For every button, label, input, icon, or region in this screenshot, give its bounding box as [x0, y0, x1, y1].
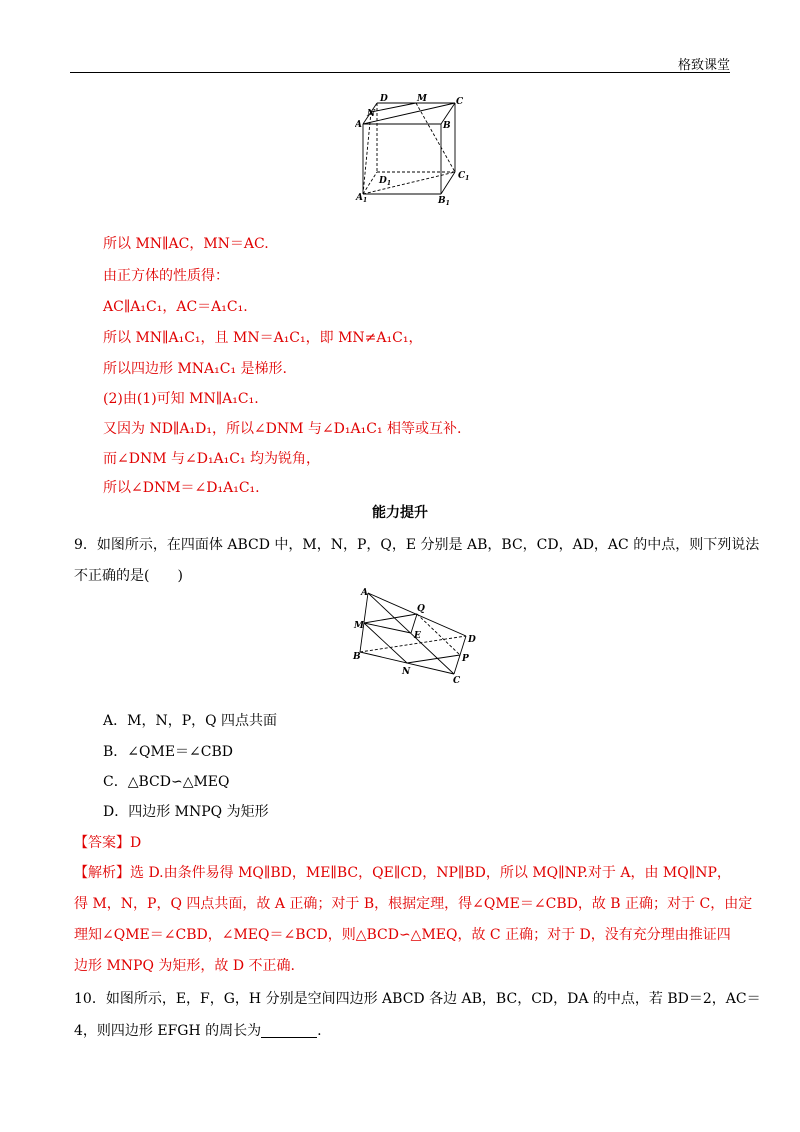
cube-figure: [355, 92, 475, 208]
section-title: 能力提升: [372, 505, 428, 521]
analysis-line: 理知∠QME＝∠CBD，∠MEQ＝∠BCD，则△BCD∽△MEQ，故 C 正确；对于 D，没有充分理由推证四: [74, 927, 731, 943]
solution-line: 所以四边形 MNA₁C₁ 是梯形.: [103, 361, 287, 377]
solution-line: 所以∠DNM＝∠D₁A₁C₁.: [103, 480, 260, 496]
option-d: D．四边形 MNPQ 为矩形: [103, 804, 269, 820]
tetrahedron-figure: [350, 586, 480, 686]
header-brand: 格致课堂: [677, 58, 730, 73]
cube-label-a: A: [355, 120, 362, 130]
solution-line: 又因为 ND∥A₁D₁，所以∠DNM 与∠D₁A₁C₁ 相等或互补.: [103, 421, 462, 437]
cube-label-d: D: [380, 94, 388, 104]
question-10-text-cont: [74, 1020, 322, 1040]
tet-label-e: E: [414, 631, 421, 641]
question-10-prefix: 4，则四边形 EFGH 的周长为: [74, 1023, 262, 1039]
tet-label-m: M: [354, 621, 364, 631]
cube-label-d1: $D_1$: [379, 176, 391, 187]
tet-label-n: N: [402, 667, 411, 677]
solution-line: AC∥A₁C₁，AC＝A₁C₁.: [103, 299, 248, 315]
solution-line: 所以 MN∥A₁C₁，且 MN＝A₁C₁，即 MN≠A₁C₁，: [103, 330, 423, 346]
cube-label-c: C: [456, 97, 464, 107]
cube-label-b1: $B_1$: [438, 196, 450, 207]
option-c: C．△BCD∽△MEQ: [103, 774, 230, 790]
tet-label-q: Q: [417, 604, 425, 614]
cube-label-c1: $C_1$: [458, 171, 470, 182]
cube-label-m: M: [417, 94, 427, 104]
question-9-text-cont: 不正确的是( ): [74, 568, 183, 584]
tet-label-a: A: [361, 588, 368, 598]
option-a: A．M，N，P，Q 四点共面: [103, 713, 278, 729]
question-10-suffix: .: [317, 1023, 322, 1039]
tet-label-d: D: [468, 635, 476, 645]
analysis-line: 边形 MNPQ 为矩形，故 D 不正确.: [74, 958, 295, 974]
question-9-text: 9．如图所示，在四面体 ABCD 中，M，N，P，Q，E 分别是 AB，BC，CD，AD，AC 的中点，则下列说法: [74, 537, 760, 553]
tet-label-c: C: [453, 676, 461, 686]
tet-label-p: P: [462, 654, 469, 664]
solution-line: 所以 MN∥AC，MN＝AC.: [103, 236, 269, 252]
option-b: B．∠QME＝∠CBD: [103, 744, 234, 760]
cube-label-n: N: [367, 109, 376, 119]
question-10-text: 10．如图所示，E，F，G，H 分别是空间四边形 ABCD 各边 AB，BC，CD，DA 的中点，若 BD＝2，AC＝: [74, 991, 761, 1007]
solution-line: 而∠DNM 与∠D₁A₁C₁ 均为锐角，: [103, 451, 321, 467]
answer-line: 【答案】D: [74, 835, 142, 851]
cube-label-b: B: [443, 121, 451, 131]
tet-label-b: B: [353, 652, 361, 662]
solution-line: 由正方体的性质得：: [103, 268, 229, 284]
cube-label-a1: $A_1$: [356, 193, 368, 204]
answer-blank[interactable]: [261, 1023, 317, 1038]
analysis-line: 【解析】选 D.由条件易得 MQ∥BD，ME∥BC，QE∥CD，NP∥BD，所以 MQ∥NP.对于 A，由 MQ∥NP，: [74, 865, 731, 881]
analysis-line: 得 M，N，P，Q 四点共面，故 A 正确；对于 B，根据定理，得∠QME＝∠CBD，故 B 正确；对于 C，由定: [74, 896, 753, 912]
header-divider: [70, 72, 730, 73]
solution-line: (2)由(1)可知 MN∥A₁C₁.: [103, 391, 259, 407]
